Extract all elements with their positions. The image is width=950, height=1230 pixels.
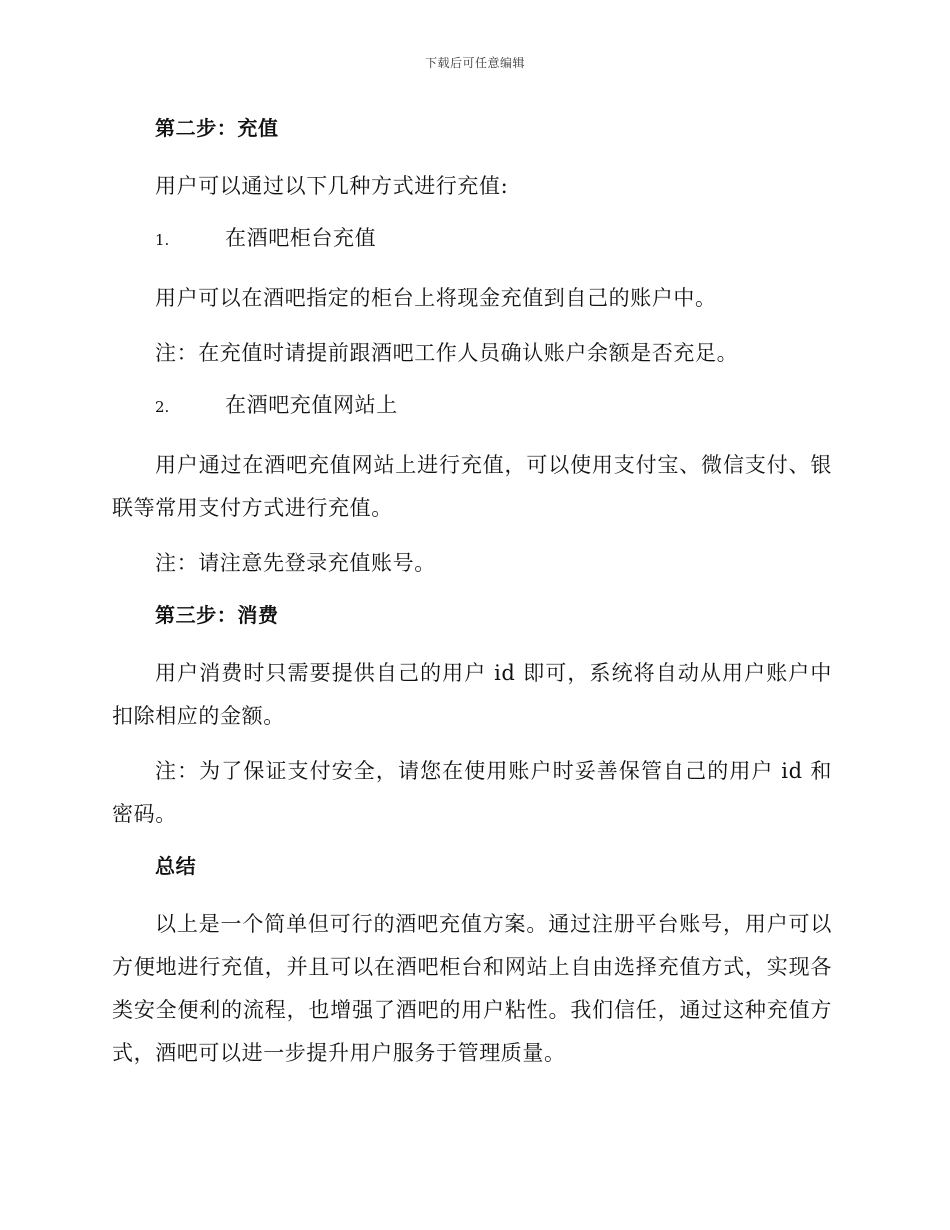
- item1-note: 注：在充值时请提前跟酒吧工作人员确认账户余额是否充足。: [155, 341, 739, 365]
- page-header: 下载后可任意编辑: [424, 56, 525, 70]
- item2-note: 注：请注意先登录充值账号。: [155, 551, 436, 575]
- summary-text: 以上是一个简单但可行的酒吧充值方案。通过注册平台账号，用户可以方便地进行充值，并且可以在酒吧柜台和网站上自由选择充值方式，实现各类安全便利的流程，也增强了酒吧的用户粘性。我们信任，通过这种充值方式，酒吧可以进一步提升用户服务于管理质量。: [112, 912, 832, 1065]
- step2-heading: 第二步：充值: [155, 116, 279, 140]
- step3-note: 注：为了保证支付安全，请您在使用账户时妥善保管自己的用户 id 和密码。: [112, 759, 832, 826]
- step3-description: 用户消费时只需要提供自己的用户 id 即可，系统将自动从用户账户中扣除相应的金额。: [112, 661, 832, 728]
- list-text-2: 在酒吧充值网站上: [225, 393, 398, 417]
- list-item-2: [112, 387, 832, 425]
- document-body: [112, 110, 832, 1087]
- list-text-1: 在酒吧柜台充值: [225, 226, 377, 250]
- list-number-2: 2.: [155, 398, 170, 416]
- list-item-1: [112, 220, 832, 258]
- step3-heading: 第三步：消费: [155, 603, 279, 627]
- item2-description: 用户通过在酒吧充值网站上进行充值，可以使用支付宝、微信支付、银联等常用支付方式进行充值。: [112, 453, 832, 520]
- summary-heading: 总结: [155, 854, 197, 878]
- step2-intro: 用户可以通过以下几种方式进行充值:: [155, 174, 509, 198]
- list-number-1: 1.: [155, 231, 170, 249]
- item1-description: 用户可以在酒吧指定的柜台上将现金充值到自己的账户中。: [155, 286, 717, 310]
